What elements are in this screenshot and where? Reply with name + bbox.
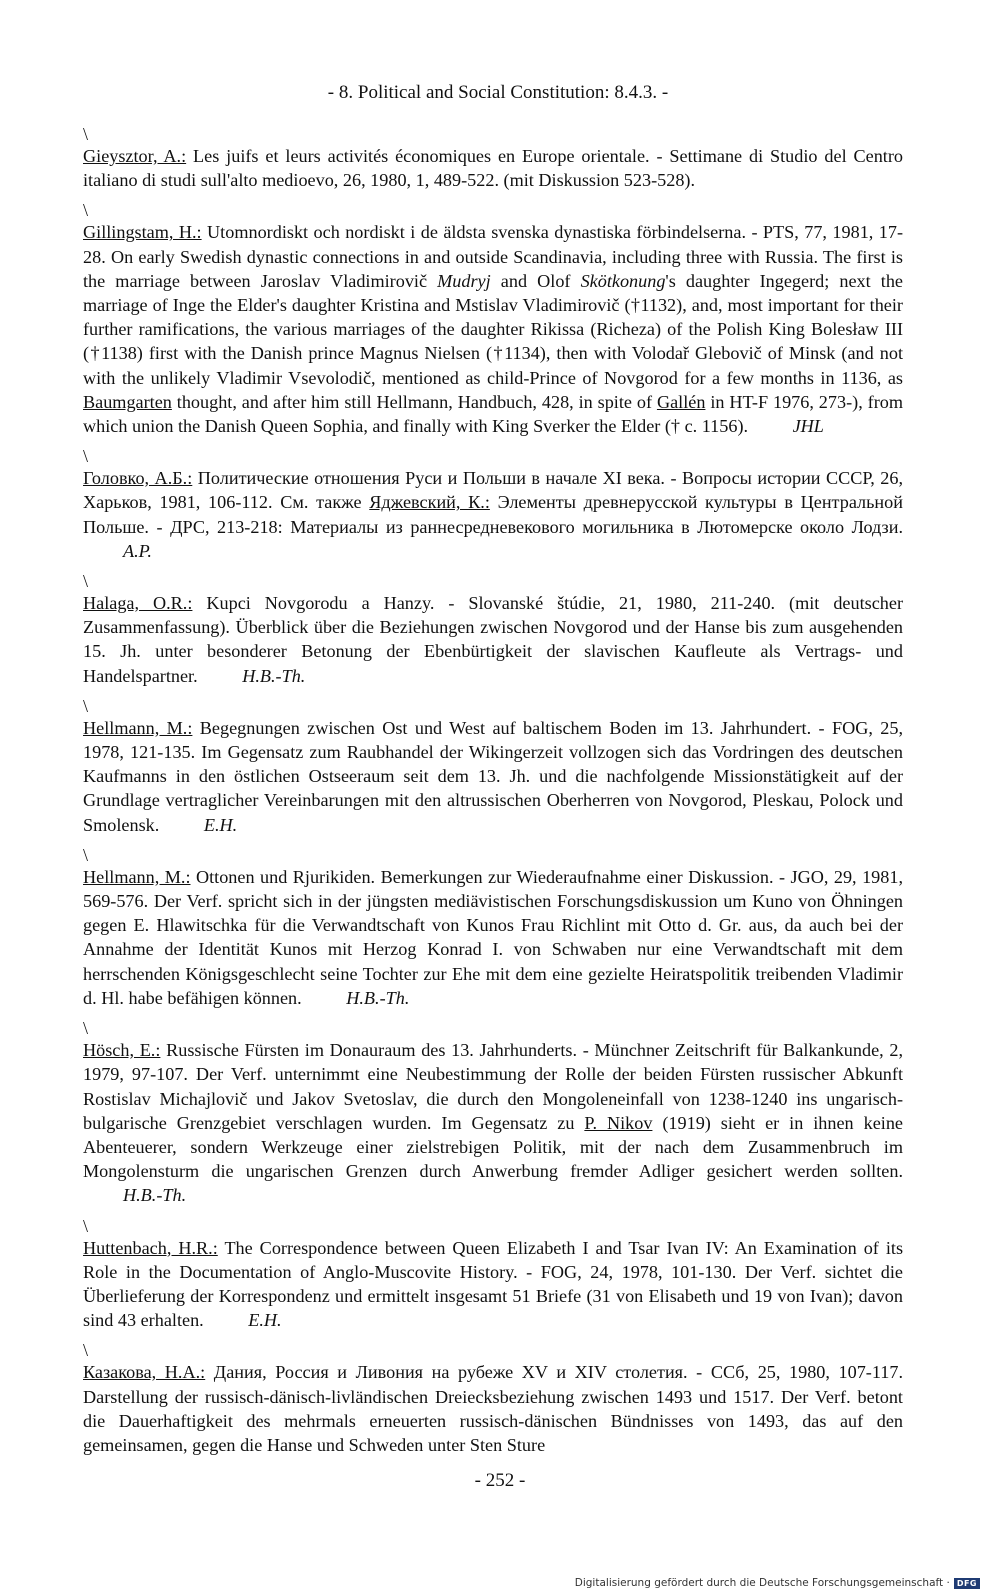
entry-text: and Olof	[490, 270, 581, 291]
reviewer-initials: H.B.-Th.	[123, 1185, 187, 1206]
entry-author: Hösch, E.:	[83, 1040, 161, 1061]
entry-text: Элементы древнерусской культуры в Центральной Польше. - ДРС, 213-218: Материалы из раннесредневекового могильника в Лютомерске около Лодзи.	[83, 492, 903, 537]
entry-body	[83, 865, 903, 1010]
credit-text: Digitalisierung gefördert durch die Deutsche Forschungsgemeinschaft ·	[574, 1577, 950, 1589]
bibliography-entry	[83, 573, 903, 688]
entry-mark: \	[83, 1340, 89, 1361]
entry-text: thought, and after him still Hellmann, Handbuch, 428, in spite of	[171, 391, 657, 412]
entry-text: Дания, Россия и Ливония на рубеже XV и XIV столетия. - ССб, 25, 1980, 107-117. Darstellung der russisch-dänisch-livländischen Dreiecksbeziehung zwischen 1493 und 1517. Der Verf. betont die Dauerhaftigkeit des mehrmals erneuerten russisch-dänischen Bündnisses von 1493, das auf den gemeinsamen, gegen die Hanse und Schweden unter Sten Sture	[83, 1362, 904, 1455]
reviewer-initials: JHL	[792, 416, 824, 437]
bibliography-entry	[83, 126, 903, 192]
bibliography-entry	[83, 844, 903, 1010]
bibliography-entry	[83, 202, 903, 438]
entry-body	[83, 220, 903, 438]
entry-author: Hellmann, M.:	[83, 866, 191, 887]
entry-text-italic: Mudryj	[437, 270, 491, 291]
entry-author: Hellmann, M.:	[83, 717, 193, 738]
cited-author: Baumgarten	[83, 391, 172, 412]
reviewer-initials: E.H.	[248, 1310, 282, 1331]
entry-text: Политические отношения Руси и Польши в начале XI века. - Вопросы истории СССР, 26, Харьков, 1981, 106-112. См. также	[83, 468, 904, 513]
entry-body	[83, 591, 903, 688]
entry-body	[83, 1360, 903, 1457]
entry-text: Les juifs et leurs activités économiques en Europe orientale. - Settimane di Studio del Centro italiano di studi sull'alto medioevo, 26, 1980, 1, 489-522. (mit Diskussion 523-528).	[83, 146, 904, 191]
bibliography-entry	[83, 1020, 903, 1207]
entry-mark: \	[83, 446, 89, 467]
entry-mark: \	[83, 571, 89, 592]
reviewer-initials: E.H.	[203, 814, 238, 835]
entry-author: Головко, А.Б.:	[83, 468, 193, 489]
entry-body	[83, 1038, 903, 1207]
entry-text: Begegnungen zwischen Ost und West auf baltischem Boden im 13. Jahrhundert. - FOG, 25, 1978, 121-135. Im Gegensatz zum Raubhandel der Wikingerzeit vollzogen sich das Vordringen des deutschen Kaufmanns in den östlichen Ostseeraum seit dem 13. Jh. und die nachfolgende Missionstätigkeit auf der Grundlage vertraglicher Vereinbarungen mit den altrussischen Oberherren von Novgorod, Pleskau, Polock und Smolensk.	[83, 717, 903, 835]
entry-text: Utomnordiskt och nordiskt i de äldsta svenska dynastiska förbindelserna. - PTS, 77, 1981, 17-28. On early Swedish dynastic connections in and outside Scandinavia, including three with Russia. The first is the marriage between Jaroslav Vladimirovič	[83, 222, 904, 291]
entry-text-italic: Skötkonung	[580, 270, 666, 291]
entry-author: Huttenbach, H.R.:	[83, 1237, 218, 1258]
entry-mark: \	[83, 844, 89, 865]
document-page	[83, 82, 903, 1467]
entry-text: The Correspondence between Queen Elizabeth I and Tsar Ivan IV: An Examination of its Role in the Documentation of Anglo-Muscovite History. - FOG, 24, 1978, 101-130. Der Verf. sichtet die Überlieferung der Korrespondenz und ermittelt insgesamt 51 Briefe (31 von Elisabeth und 19 von Ivan); davon sind 43 erhalten.	[83, 1237, 904, 1331]
bibliography-entry	[83, 1342, 903, 1457]
dfg-logo-icon: DFG	[954, 1578, 980, 1589]
cited-author: Gallén	[656, 391, 706, 412]
entry-author: Казакова, Н.А.:	[83, 1362, 206, 1383]
entry-mark: \	[83, 1215, 89, 1236]
entry-body	[83, 1236, 903, 1333]
reviewer-initials: H.B.-Th.	[346, 987, 410, 1008]
entry-text: (1919) sieht er in ihnen keine Abenteuerer, sondern Werkzeuge einer zielstrebigen Politik, mit der nach dem Zusammenbruch im Mongolensturm die ungarischen Grenzen durch Anwerbung fremder Adliger gesichert werden sollten.	[83, 1112, 903, 1182]
page-header: - 8. Political and Social Constitution: 8.4.3. -	[327, 82, 669, 103]
entry-mark: \	[83, 1018, 89, 1039]
entry-text: Ottonen und Rjurikiden. Bemerkungen zur Wiederaufnahme einer Diskussion. - JGO, 29, 1981, 569-576. Der Verf. spricht sich in der jüngsten mediävistischen Forschungsdiskussion um Kuno von Öhningen gegen E. Hlawitschka für die Verwandtschaft von Kunos Frau Richlint mit Otto d. Gr. aus, da auch bei der Annahme der Identität Kunos mit Herzog Konrad I. von Schwaben nur eine Verwandtschaft mit dem herrschenden Königsgeschlecht seine Tochter zur Ehe mit dem eine gezielte Heiratspolitik treibenden Vladimir d. Hl. habe befähigen können.	[83, 866, 903, 1008]
entry-text: Russische Fürsten im Donauraum des 13. Jahrhunderts. - Münchner Zeitschrift für Balkankunde, 2, 1979, 97-107. Der Verf. unternimmt eine Neubestimmung der Rolle der beiden Fürsten russischer Abkunft Rostislav Michajlovič und Jakov Svetoslav, die durch den Mongoleneinfall von 1238-1240 ins ungarisch-bulgarische Grenzgebiet verschlagen wurden. Im Gegensatz zu	[83, 1040, 904, 1133]
entry-text: 's daughter Ingegerd; next the marriage of Inge the Elder's daughter Kristina and Mstislav Vladimirovič (†1132), and, most important for their further ramifications, the various marriages of the daughter Rikissa (Richeza) of the Polish King Bolesław III (†1138) first with the Danish prince Magnus Nielsen (†1134), then with Volodař Glebovič of Minsk (and not with the unlikely Vladimir Vsevolodič, mentioned as child-Prince of Novgorod for a few months in 1136, as	[83, 270, 903, 388]
entry-body	[83, 144, 903, 192]
entry-author: Gillingstam, H.:	[83, 222, 202, 243]
entry-author: Halaga, O.R.:	[83, 593, 193, 614]
entry-mark: \	[83, 200, 89, 221]
digitization-credit	[575, 1577, 980, 1589]
reviewer-initials: H.B.-Th.	[242, 665, 306, 686]
entry-text: in HT-F 1976, 273-), from which union the Danish Queen Sophia, and finally with King Sverker the Elder († c. 1156).	[83, 391, 903, 437]
entry-body	[83, 716, 903, 837]
entry-text: Kupci Novgorodu a Hanzy. - Slovanské štúdie, 21, 1980, 211-240. (mit deutscher Zusammenfassung). Überblick über die Beziehungen zwischen Novgorod und der Hanse bis zum ausgehenden 15. Jh. unter besonderer Betonung der Ebenbürtigkeit der slavischen Kaufleute als Vertrags- und Handelspartner.	[83, 593, 904, 686]
cited-author: P. Nikov	[584, 1112, 653, 1133]
page-number: - 252 -	[474, 1470, 526, 1491]
bibliography-entry	[83, 1215, 904, 1333]
bibliography-entry	[83, 695, 903, 837]
bibliography-entry	[83, 448, 903, 563]
entry-body	[83, 466, 903, 563]
entry-mark: \	[83, 695, 89, 716]
reviewer-initials: A.P.	[123, 540, 152, 561]
entry-author: Gieysztor, A.:	[83, 146, 187, 166]
entry-mark: \	[83, 124, 89, 144]
cited-author: Яджевский, К.:	[369, 492, 490, 513]
